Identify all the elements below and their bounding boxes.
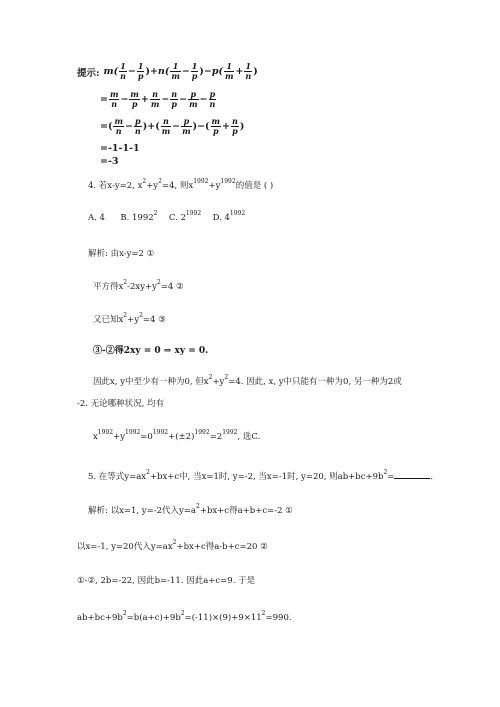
option-a: A. 4	[88, 213, 105, 223]
q4-solution-3: 又已知$x^2+y^2=4$ ③	[93, 312, 166, 325]
hint-label: 提示:	[77, 67, 100, 79]
hint-line-4: =-1-1-1	[100, 143, 140, 154]
hint-result: =-3	[100, 156, 119, 167]
hint-line-1: 提示: m( $\frac{1}{n}$ − $\frac{1}{p}$ )+ n( $\frac{1}{m}$ − $\frac{1}{p}$ )− p( $\frac{1}{m}$ + $\frac{1}{n}$ )	[77, 61, 258, 81]
hint-line-2: = $\frac{m}{n}$ − $\frac{m}{p}$ + $\frac{n}{m}$ − $\frac{n}{p}$ − $\frac{p}{m}$ − $\frac{p}{n}$	[100, 89, 216, 109]
q4-final: $x^{1992}+y^{1992}=0^{1992}+(\pm 2)^{1992}=2^{1992}$, 选C.	[93, 429, 261, 442]
q4-solution-4: ③-②得2xy = 0 ⇒ xy = 0.	[93, 346, 209, 356]
answer-blank	[394, 470, 430, 479]
q4-paragraph-2: -2. 无论哪种状况, 均有	[77, 399, 165, 409]
option-b: B. 1992$^2$	[120, 210, 158, 223]
q4-options	[88, 210, 246, 224]
q4-paragraph-1: 因此x, y中至少有一种为0, 但$x^2+y^2=4$. 因此, x, y中只能有一种为0, 另一种为2或	[93, 374, 402, 387]
hint-line-3: =( $\frac{m}{n}$ − $\frac{p}{n}$ )+( $\frac{n}{m}$ − $\frac{p}{m}$ )−( $\frac{m}{p}$ + $\frac{n}{p}$ )	[100, 116, 245, 136]
q5-stem: 5. 在等式$y=ax^2+bx+c$中, 当x=1时, y=-2, 当x=-1时, y=20, 则$ab+bc+9b^2=$ .	[88, 469, 434, 482]
q4-solution-1: 解析: 由x-y=2 ①	[88, 249, 155, 259]
q5-solution-4: $ab+bc+9b^2=b(a+c)+9b^2=(-11)\times(9)+9\times 11^2=990$.	[77, 610, 292, 623]
q5-solution-3: ①-②, 2b=-22, 因此b=-11. 因此a+c=9. 于是	[77, 576, 256, 586]
option-d: D. $4^{1992}$	[212, 210, 246, 223]
q4-solution-2: 平方得$x^2-2xy+y^2=4$ ②	[93, 279, 184, 292]
q5-solution-1: 解析: 以x=1, y=-2代入$y=a^2+bx+c$得a+b+c=-2 ①	[88, 503, 293, 516]
option-c: C. $2^{1992}$	[168, 210, 202, 223]
q5-solution-2: 以x=-1, y=20代入$y=ax^2+bx+c$得a-b+c=20 ②	[77, 539, 268, 552]
q4-stem: 4. 若x-y=2, $x^2+y^2=4$, 则$x^{1992}+y^{1992}$的值是 ( )	[88, 178, 274, 191]
